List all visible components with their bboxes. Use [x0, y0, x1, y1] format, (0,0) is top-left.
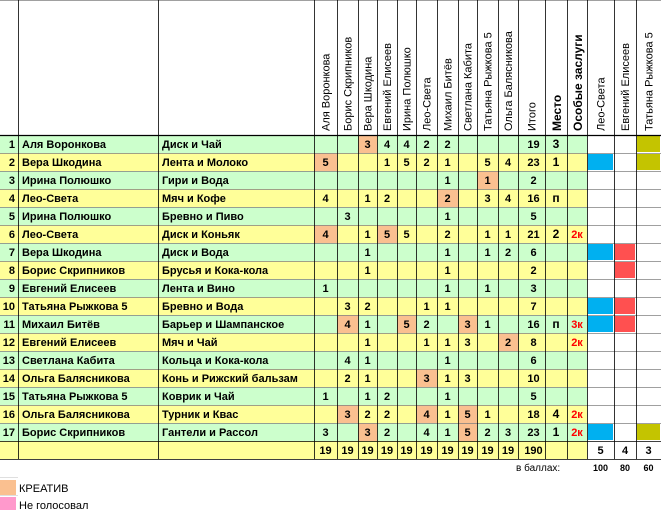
place-cell[interactable]: 2 [552, 227, 560, 241]
score-cell[interactable]: 1 [484, 319, 491, 331]
judge-total[interactable]: 19 [461, 445, 474, 457]
score-cell[interactable]: 3 [364, 427, 371, 439]
judge-header[interactable]: Аля Воронкова [320, 53, 333, 131]
dish-name[interactable]: Мяч и Чай [162, 337, 218, 349]
judge-total[interactable]: 19 [420, 445, 433, 457]
score-cell[interactable]: 3 [344, 211, 351, 223]
merit-header[interactable]: Особые заслуги [571, 34, 585, 131]
merit-cell[interactable]: 2к [571, 409, 583, 421]
total-cell[interactable]: 21 [527, 229, 540, 241]
score-cell[interactable]: 1 [484, 409, 491, 421]
score-cell[interactable]: 1 [444, 211, 451, 223]
score-cell[interactable]: 1 [444, 301, 451, 313]
extra-header[interactable]: Лео-Света [595, 77, 608, 131]
score-cell[interactable]: 2 [444, 193, 451, 205]
score-cell[interactable]: 4 [423, 409, 430, 421]
flag-cell-red [615, 244, 635, 260]
judge-total[interactable]: 19 [341, 445, 354, 457]
dish-name[interactable]: Бревно и Вода [162, 301, 244, 313]
participant-name[interactable]: Светлана Кабита [22, 355, 115, 367]
flag-cell-blue [588, 316, 613, 332]
score-cell[interactable]: 4 [383, 139, 391, 151]
dish-name[interactable]: Гантели и Рассол [162, 427, 258, 439]
score-cell[interactable]: 3 [464, 373, 471, 385]
points-value[interactable]: 80 [619, 463, 631, 473]
score-cell[interactable]: 1 [444, 337, 451, 349]
score-cell[interactable]: 3 [423, 373, 430, 385]
points-value[interactable]: 100 [592, 463, 609, 473]
score-cell[interactable]: 1 [322, 391, 329, 403]
totals-row-background [0, 441, 587, 459]
dish-name[interactable]: Конь и Рижский бальзам [162, 373, 298, 385]
score-cell[interactable]: 3 [364, 139, 371, 151]
total-cell[interactable]: 23 [527, 157, 540, 169]
judge-header[interactable]: Ольга Балясникова [503, 31, 515, 131]
judge-total[interactable]: 19 [441, 445, 454, 457]
total-cell[interactable]: 2 [530, 265, 537, 277]
legend-swatch-creative [0, 480, 16, 495]
row-number[interactable]: 6 [8, 229, 15, 241]
score-cell[interactable]: 1 [484, 175, 491, 187]
dish-name[interactable]: Турник и Квас [162, 409, 239, 421]
score-cell[interactable]: 5 [403, 319, 410, 331]
flag-cell-red [615, 316, 635, 332]
total-cell[interactable]: 5 [530, 391, 537, 403]
score-cell[interactable]: 1 [364, 247, 371, 259]
total-cell[interactable]: 6 [530, 355, 537, 367]
score-cell[interactable]: 3 [322, 427, 329, 439]
flag-cell-red [615, 262, 635, 278]
score-cell[interactable]: 2 [383, 409, 391, 421]
score-cell[interactable]: 2 [383, 391, 391, 403]
score-cell[interactable]: 1 [364, 355, 371, 367]
merit-cell[interactable]: 2к [571, 229, 583, 241]
score-cell[interactable]: 4 [322, 193, 329, 205]
score-cell[interactable]: 1 [444, 409, 451, 421]
score-cell[interactable]: 1 [444, 373, 451, 385]
score-cell[interactable]: 3 [464, 319, 471, 331]
row-number[interactable]: 12 [2, 337, 15, 349]
score-cell[interactable]: 1 [364, 229, 371, 241]
dish-name[interactable]: Бревно и Пиво [162, 211, 244, 223]
score-cell[interactable]: 5 [464, 427, 471, 439]
dish-name[interactable]: Диск и Чай [162, 139, 222, 151]
score-cell[interactable]: 1 [444, 247, 451, 259]
total-cell[interactable]: 5 [530, 211, 537, 223]
score-cell[interactable]: 5 [464, 409, 471, 421]
judge-header[interactable]: Лео-Света [421, 77, 434, 131]
score-cell[interactable]: 1 [444, 175, 451, 187]
participant-name[interactable]: Евгений Елисеев [22, 337, 117, 349]
judge-header[interactable]: Борис Скрипников [342, 36, 355, 131]
judge-header[interactable]: Татьяна Рыжкова 5 [482, 32, 495, 131]
extra-header[interactable]: Татьяна Рыжкова 5 [643, 32, 656, 131]
score-cell[interactable]: 2 [504, 337, 512, 349]
score-cell[interactable]: 1 [444, 157, 451, 169]
row-number[interactable]: 8 [8, 265, 15, 277]
place-header[interactable]: Место [550, 94, 564, 131]
score-cell[interactable]: 4 [322, 229, 329, 241]
score-cell[interactable]: 2 [423, 157, 430, 169]
row-number[interactable]: 2 [8, 157, 15, 169]
place-cell[interactable]: 1 [552, 155, 560, 169]
dish-name[interactable]: Кольца и Кока-кола [162, 355, 269, 367]
flag-cell-blue [588, 298, 613, 314]
total-cell[interactable]: 6 [530, 247, 537, 259]
total-cell[interactable]: 7 [530, 301, 537, 313]
score-cell[interactable]: 1 [364, 391, 371, 403]
merit-cell[interactable]: 2к [571, 427, 583, 439]
dish-name[interactable]: Мяч и Кофе [162, 193, 226, 205]
legend-label-creative[interactable]: КРЕАТИВ [19, 483, 69, 495]
participant-name[interactable]: Вера Шкодина [22, 247, 102, 259]
score-cell[interactable]: 3 [464, 337, 471, 349]
points-value[interactable]: 60 [643, 463, 654, 473]
participant-name[interactable]: Аля Воронкова [22, 139, 106, 151]
row-number[interactable]: 9 [8, 283, 15, 295]
judge-total[interactable]: 19 [319, 445, 332, 457]
row-number[interactable]: 13 [2, 355, 15, 367]
participant-name[interactable]: Михаил Битёв [22, 319, 100, 331]
participant-name[interactable]: Лео-Света [22, 193, 79, 205]
judge-header[interactable]: Светлана Кабита [462, 43, 475, 131]
flag-cell-blue [588, 244, 613, 260]
score-cell[interactable]: 2 [484, 427, 491, 439]
total-cell[interactable]: 23 [527, 427, 540, 439]
judge-total[interactable]: 19 [400, 445, 413, 457]
judge-total[interactable]: 19 [481, 445, 494, 457]
score-cell[interactable]: 1 [444, 427, 451, 439]
judge-total[interactable]: 19 [380, 445, 394, 457]
grand-total[interactable]: 190 [524, 445, 543, 457]
dish-name[interactable]: Диск и Вода [162, 247, 229, 259]
participant-name[interactable]: Ирина Полюшко [22, 211, 112, 223]
score-cell[interactable]: 2 [504, 247, 512, 259]
row-background [0, 189, 587, 207]
dish-name[interactable]: Гири и Вода [162, 175, 229, 187]
total-cell[interactable]: 18 [527, 409, 540, 421]
total-cell[interactable]: 8 [530, 337, 537, 349]
participant-name[interactable]: Евгений Елисеев [22, 283, 117, 295]
participant-name[interactable]: Борис Скрипников [22, 427, 126, 439]
row-number[interactable]: 4 [8, 193, 15, 205]
score-cell[interactable]: 4 [504, 157, 512, 169]
score-cell[interactable]: 1 [423, 337, 430, 349]
score-cell[interactable]: 1 [484, 283, 491, 295]
participant-name[interactable]: Ольга Балясникова [22, 373, 130, 385]
row-number[interactable]: 1 [8, 139, 15, 151]
row-background [0, 225, 587, 243]
dish-name[interactable]: Брусья и Кока-кола [162, 265, 269, 277]
score-cell[interactable]: 5 [383, 229, 391, 241]
merit-cell[interactable]: 3к [571, 319, 583, 331]
score-cell[interactable]: 1 [444, 391, 451, 403]
judge-header[interactable]: Евгений Елисеев [382, 43, 394, 131]
score-cell[interactable]: 1 [322, 283, 329, 295]
score-cell[interactable]: 1 [364, 319, 371, 331]
score-cell[interactable]: 2 [444, 139, 451, 151]
participant-name[interactable]: Лео-Света [22, 229, 79, 241]
score-cell[interactable]: 1 [444, 355, 451, 367]
row-number[interactable]: 11 [3, 319, 15, 331]
score-cell[interactable]: 1 [504, 229, 512, 241]
total-header[interactable]: Итого [526, 102, 539, 131]
score-cell[interactable]: 2 [383, 427, 391, 439]
judge-header[interactable]: Ирина Полюшко [401, 47, 414, 131]
place-cell[interactable]: п [552, 317, 560, 331]
score-cell[interactable]: 4 [423, 427, 430, 439]
score-cell[interactable]: 5 [322, 157, 329, 169]
score-cell[interactable]: 4 [344, 355, 351, 367]
extra-total[interactable]: 5 [597, 445, 604, 457]
score-cell[interactable]: 1 [484, 247, 491, 259]
score-cell[interactable]: 2 [423, 319, 430, 331]
participant-name[interactable]: Борис Скрипников [22, 265, 126, 277]
score-cell[interactable]: 1 [364, 373, 371, 385]
score-cell[interactable]: 4 [344, 319, 351, 331]
participant-name[interactable]: Вера Шкодина [22, 157, 102, 169]
score-cell[interactable]: 2 [444, 229, 451, 241]
participant-name[interactable]: Ольга Балясникова [22, 409, 130, 421]
score-cell[interactable]: 1 [364, 337, 371, 349]
total-cell[interactable]: 3 [530, 283, 537, 295]
score-cell[interactable]: 2 [344, 373, 351, 385]
place-cell[interactable]: 4 [552, 407, 560, 421]
row-number[interactable]: 10 [2, 301, 15, 313]
total-cell[interactable]: 10 [527, 373, 540, 385]
score-cell[interactable]: 3 [344, 409, 351, 421]
flag-cell-olive [637, 424, 660, 440]
judge-total[interactable]: 19 [501, 445, 515, 457]
row-number[interactable]: 14 [2, 373, 15, 385]
row-number[interactable]: 7 [8, 247, 15, 259]
dish-name[interactable]: Коврик и Чай [162, 391, 235, 403]
score-cell[interactable]: 1 [364, 265, 371, 277]
total-cell[interactable]: 2 [530, 175, 537, 187]
score-cell[interactable]: 1 [484, 229, 491, 241]
score-cell[interactable]: 3 [344, 301, 351, 313]
extra-header[interactable]: Евгений Елисеев [620, 43, 632, 131]
score-cell[interactable]: 1 [444, 283, 451, 295]
score-cell[interactable]: 1 [383, 157, 391, 169]
score-cell[interactable]: 3 [504, 427, 512, 439]
row-number[interactable]: 15 [2, 391, 15, 403]
legend-swatch-not-voted [0, 497, 16, 510]
flag-cell-blue [588, 424, 613, 440]
participant-name[interactable]: Ирина Полюшко [22, 175, 112, 187]
score-cell[interactable]: 5 [403, 229, 410, 241]
row-number[interactable]: 17 [2, 427, 15, 439]
score-cell[interactable]: 2 [383, 193, 391, 205]
extra-total[interactable]: 3 [645, 445, 652, 457]
judge-total[interactable]: 19 [361, 445, 374, 457]
dish-name[interactable]: Диск и Коньяк [162, 229, 240, 241]
place-cell[interactable]: 3 [552, 137, 560, 151]
score-cell[interactable]: 2 [364, 301, 371, 313]
total-cell[interactable]: 19 [527, 139, 540, 151]
total-cell[interactable]: 16 [527, 193, 540, 205]
flag-cell-olive [637, 154, 660, 170]
dish-name[interactable]: Барьер и Шампанское [162, 319, 285, 331]
points-label[interactable]: в баллах: [516, 463, 561, 474]
flag-cell-olive [637, 136, 660, 152]
score-cell[interactable]: 5 [484, 157, 491, 169]
dish-name[interactable]: Лента и Вино [162, 283, 235, 295]
score-cell[interactable]: 1 [444, 265, 451, 277]
total-cell[interactable]: 16 [527, 319, 540, 331]
flag-cell-red [615, 298, 635, 314]
row-number[interactable]: 3 [8, 175, 15, 187]
score-cell[interactable]: 4 [403, 139, 410, 151]
score-cell[interactable]: 1 [423, 301, 430, 313]
flag-cell-blue [588, 154, 613, 170]
participant-name[interactable]: Татьяна Рыжкова 5 [22, 301, 128, 313]
score-cell[interactable]: 4 [504, 193, 512, 205]
score-cell[interactable]: 3 [484, 193, 491, 205]
score-cell[interactable]: 1 [364, 193, 371, 205]
extra-total[interactable]: 4 [621, 445, 629, 457]
judge-header[interactable]: Михаил Битёв [442, 58, 455, 131]
score-cell[interactable]: 5 [403, 157, 410, 169]
participant-name[interactable]: Татьяна Рыжкова 5 [22, 391, 128, 403]
place-cell[interactable]: 1 [552, 425, 560, 439]
score-cell[interactable]: 2 [364, 409, 371, 421]
row-number[interactable]: 16 [2, 409, 15, 421]
judge-header[interactable]: Вера Шкодина [362, 56, 375, 131]
legend-label-not-voted[interactable]: Не голосовал [19, 500, 89, 510]
row-number[interactable]: 5 [8, 211, 15, 223]
dish-name[interactable]: Лента и Молоко [162, 157, 249, 169]
score-cell[interactable]: 2 [423, 139, 430, 151]
merit-cell[interactable]: 2к [571, 337, 583, 349]
place-cell[interactable]: п [552, 191, 560, 205]
